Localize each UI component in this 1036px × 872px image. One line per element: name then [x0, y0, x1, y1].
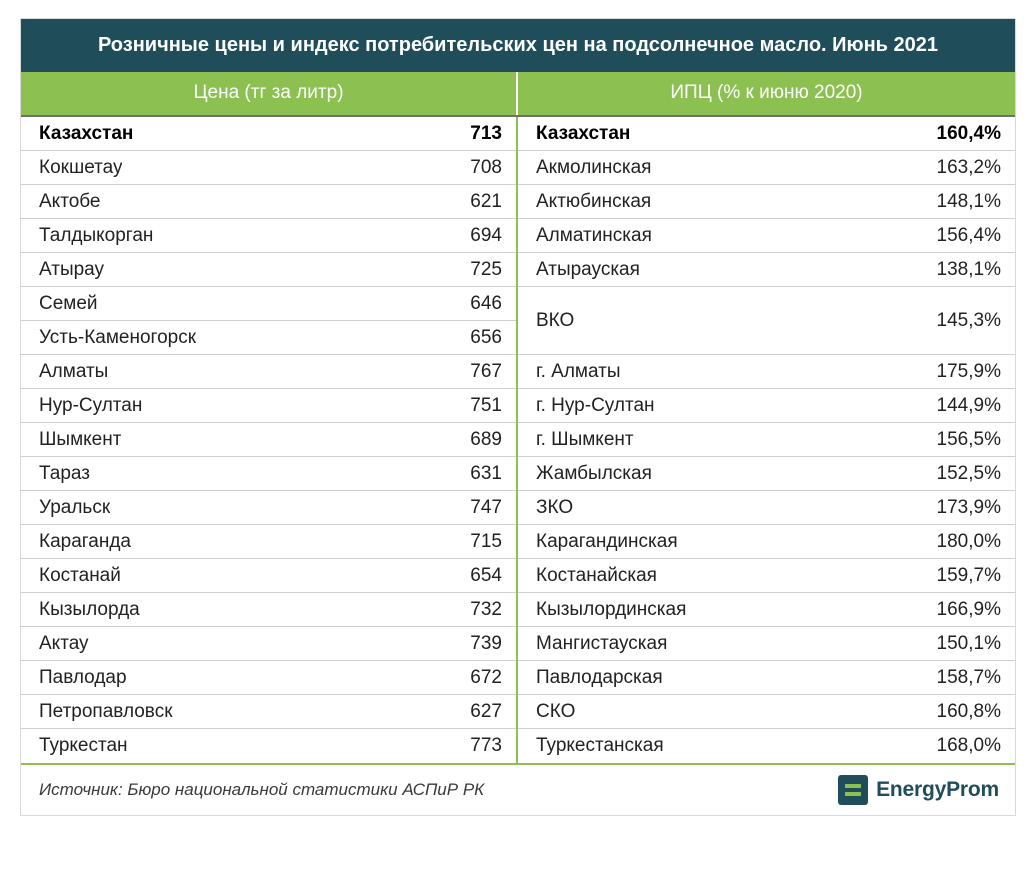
row-value: 689 — [470, 428, 502, 450]
row-label: Казахстан — [39, 122, 134, 144]
row-label: Казахстан — [536, 122, 631, 144]
row-value: 138,1% — [936, 258, 1001, 280]
table-header-row — [21, 72, 1015, 115]
table-row — [518, 525, 1015, 559]
row-label: Нур-Султан — [39, 394, 143, 416]
table-row — [518, 729, 1015, 763]
row-value: 708 — [470, 156, 502, 178]
table-row — [518, 491, 1015, 525]
row-label: Акмолинская — [536, 156, 652, 178]
column-header-price: Цена (тг за литр) — [21, 72, 518, 115]
footer — [21, 763, 1015, 815]
row-value: 621 — [470, 190, 502, 212]
table-row — [21, 423, 516, 457]
table-row — [21, 287, 516, 321]
row-label: Талдыкорган — [39, 224, 154, 246]
table-row — [518, 457, 1015, 491]
row-label: Атырау — [39, 258, 105, 280]
table-body — [21, 115, 1015, 763]
row-value: 160,8% — [936, 700, 1001, 722]
row-value: 150,1% — [936, 632, 1001, 654]
row-label: Тараз — [39, 462, 90, 484]
table-row — [518, 117, 1015, 151]
row-label: Караганда — [39, 530, 131, 552]
table-row — [21, 321, 516, 355]
energyprom-logo-icon — [838, 775, 868, 805]
row-label: Кызылорда — [39, 598, 140, 620]
row-value: 725 — [470, 258, 502, 280]
row-value: 156,5% — [936, 428, 1001, 450]
table-row — [21, 593, 516, 627]
row-label: Семей — [39, 292, 98, 314]
brand-logo — [838, 775, 999, 805]
row-label: Актобе — [39, 190, 101, 212]
row-label: СКО — [536, 700, 576, 722]
row-label: г. Шымкент — [536, 428, 634, 450]
row-label: Костанай — [39, 564, 121, 586]
row-label: г. Нур-Султан — [536, 394, 655, 416]
row-value: 145,3% — [936, 309, 1001, 331]
price-cpi-table-card — [20, 18, 1016, 816]
table-row — [518, 287, 1015, 355]
row-label: Усть-Каменогорск — [39, 326, 197, 348]
table-row — [21, 389, 516, 423]
table-row — [21, 559, 516, 593]
row-value: 173,9% — [936, 496, 1001, 518]
row-label: Мангистауская — [536, 632, 668, 654]
table-row — [518, 219, 1015, 253]
table-row — [518, 627, 1015, 661]
table-row — [518, 389, 1015, 423]
row-value: 168,0% — [936, 735, 1001, 756]
table-row — [21, 185, 516, 219]
row-value: 152,5% — [936, 462, 1001, 484]
table-row — [21, 525, 516, 559]
table-row — [518, 695, 1015, 729]
row-value: 627 — [470, 700, 502, 722]
row-value: 180,0% — [936, 530, 1001, 552]
cpi-column — [518, 117, 1015, 763]
row-value: 747 — [470, 496, 502, 518]
row-label: Шымкент — [39, 428, 122, 450]
row-label: Павлодарская — [536, 666, 663, 688]
brand-name: EnergyProm — [876, 778, 999, 801]
row-value: 631 — [470, 462, 502, 484]
table-row — [21, 151, 516, 185]
row-value: 773 — [470, 735, 502, 756]
row-value: 654 — [470, 564, 502, 586]
row-value: 672 — [470, 666, 502, 688]
row-value: 739 — [470, 632, 502, 654]
table-row — [21, 491, 516, 525]
row-value: 656 — [470, 326, 502, 348]
table-row — [21, 457, 516, 491]
table-row — [21, 695, 516, 729]
row-value: 694 — [470, 224, 502, 246]
table-row — [518, 661, 1015, 695]
table-row — [21, 219, 516, 253]
row-label: Туркестанская — [536, 735, 664, 756]
table-row — [518, 559, 1015, 593]
table-row — [21, 253, 516, 287]
row-value: 156,4% — [936, 224, 1001, 246]
row-value: 175,9% — [936, 360, 1001, 382]
table-row — [518, 423, 1015, 457]
table-row — [21, 729, 516, 763]
row-label: Атырауская — [536, 258, 640, 280]
row-value: 160,4% — [936, 122, 1001, 144]
row-label: Петропавловск — [39, 700, 173, 722]
table-row — [21, 661, 516, 695]
row-value: 732 — [470, 598, 502, 620]
row-label: ВКО — [536, 309, 575, 331]
row-label: Карагандинская — [536, 530, 678, 552]
row-label: Актюбинская — [536, 190, 652, 212]
row-value: 148,1% — [936, 190, 1001, 212]
row-label: Уральск — [39, 496, 111, 518]
row-label: г. Алматы — [536, 360, 621, 382]
row-value: 715 — [470, 530, 502, 552]
table-row — [21, 355, 516, 389]
table-row — [518, 355, 1015, 389]
row-value: 751 — [470, 394, 502, 416]
table-row — [21, 117, 516, 151]
row-value: 166,9% — [936, 598, 1001, 620]
table-row — [518, 185, 1015, 219]
row-value: 144,9% — [936, 394, 1001, 416]
row-label: Актау — [39, 632, 89, 654]
row-value: 646 — [470, 292, 502, 314]
row-value: 767 — [470, 360, 502, 382]
table-row — [518, 151, 1015, 185]
row-value: 159,7% — [936, 564, 1001, 586]
table-row — [518, 253, 1015, 287]
row-label: Алматинская — [536, 224, 652, 246]
column-header-cpi: ИПЦ (% к июню 2020) — [670, 82, 863, 103]
page-title: Розничные цены и индекс потребительских цен на подсолнечное масло. Июнь 2021 — [21, 19, 1015, 72]
row-label: Алматы — [39, 360, 109, 382]
row-label: Жамбылская — [536, 462, 652, 484]
row-value: 158,7% — [936, 666, 1001, 688]
row-label: Павлодар — [39, 666, 127, 688]
row-label: Туркестан — [39, 735, 128, 756]
row-value: 163,2% — [936, 156, 1001, 178]
price-column — [21, 117, 518, 763]
source-note: Источник: Бюро национальной статистики АСПиР РК — [39, 780, 485, 799]
row-label: ЗКО — [536, 496, 574, 518]
table-row — [518, 593, 1015, 627]
row-label: Кызылординская — [536, 598, 687, 620]
row-value: 713 — [470, 122, 502, 144]
table-row — [21, 627, 516, 661]
row-label: Костанайская — [536, 564, 657, 586]
row-label: Кокшетау — [39, 156, 123, 178]
